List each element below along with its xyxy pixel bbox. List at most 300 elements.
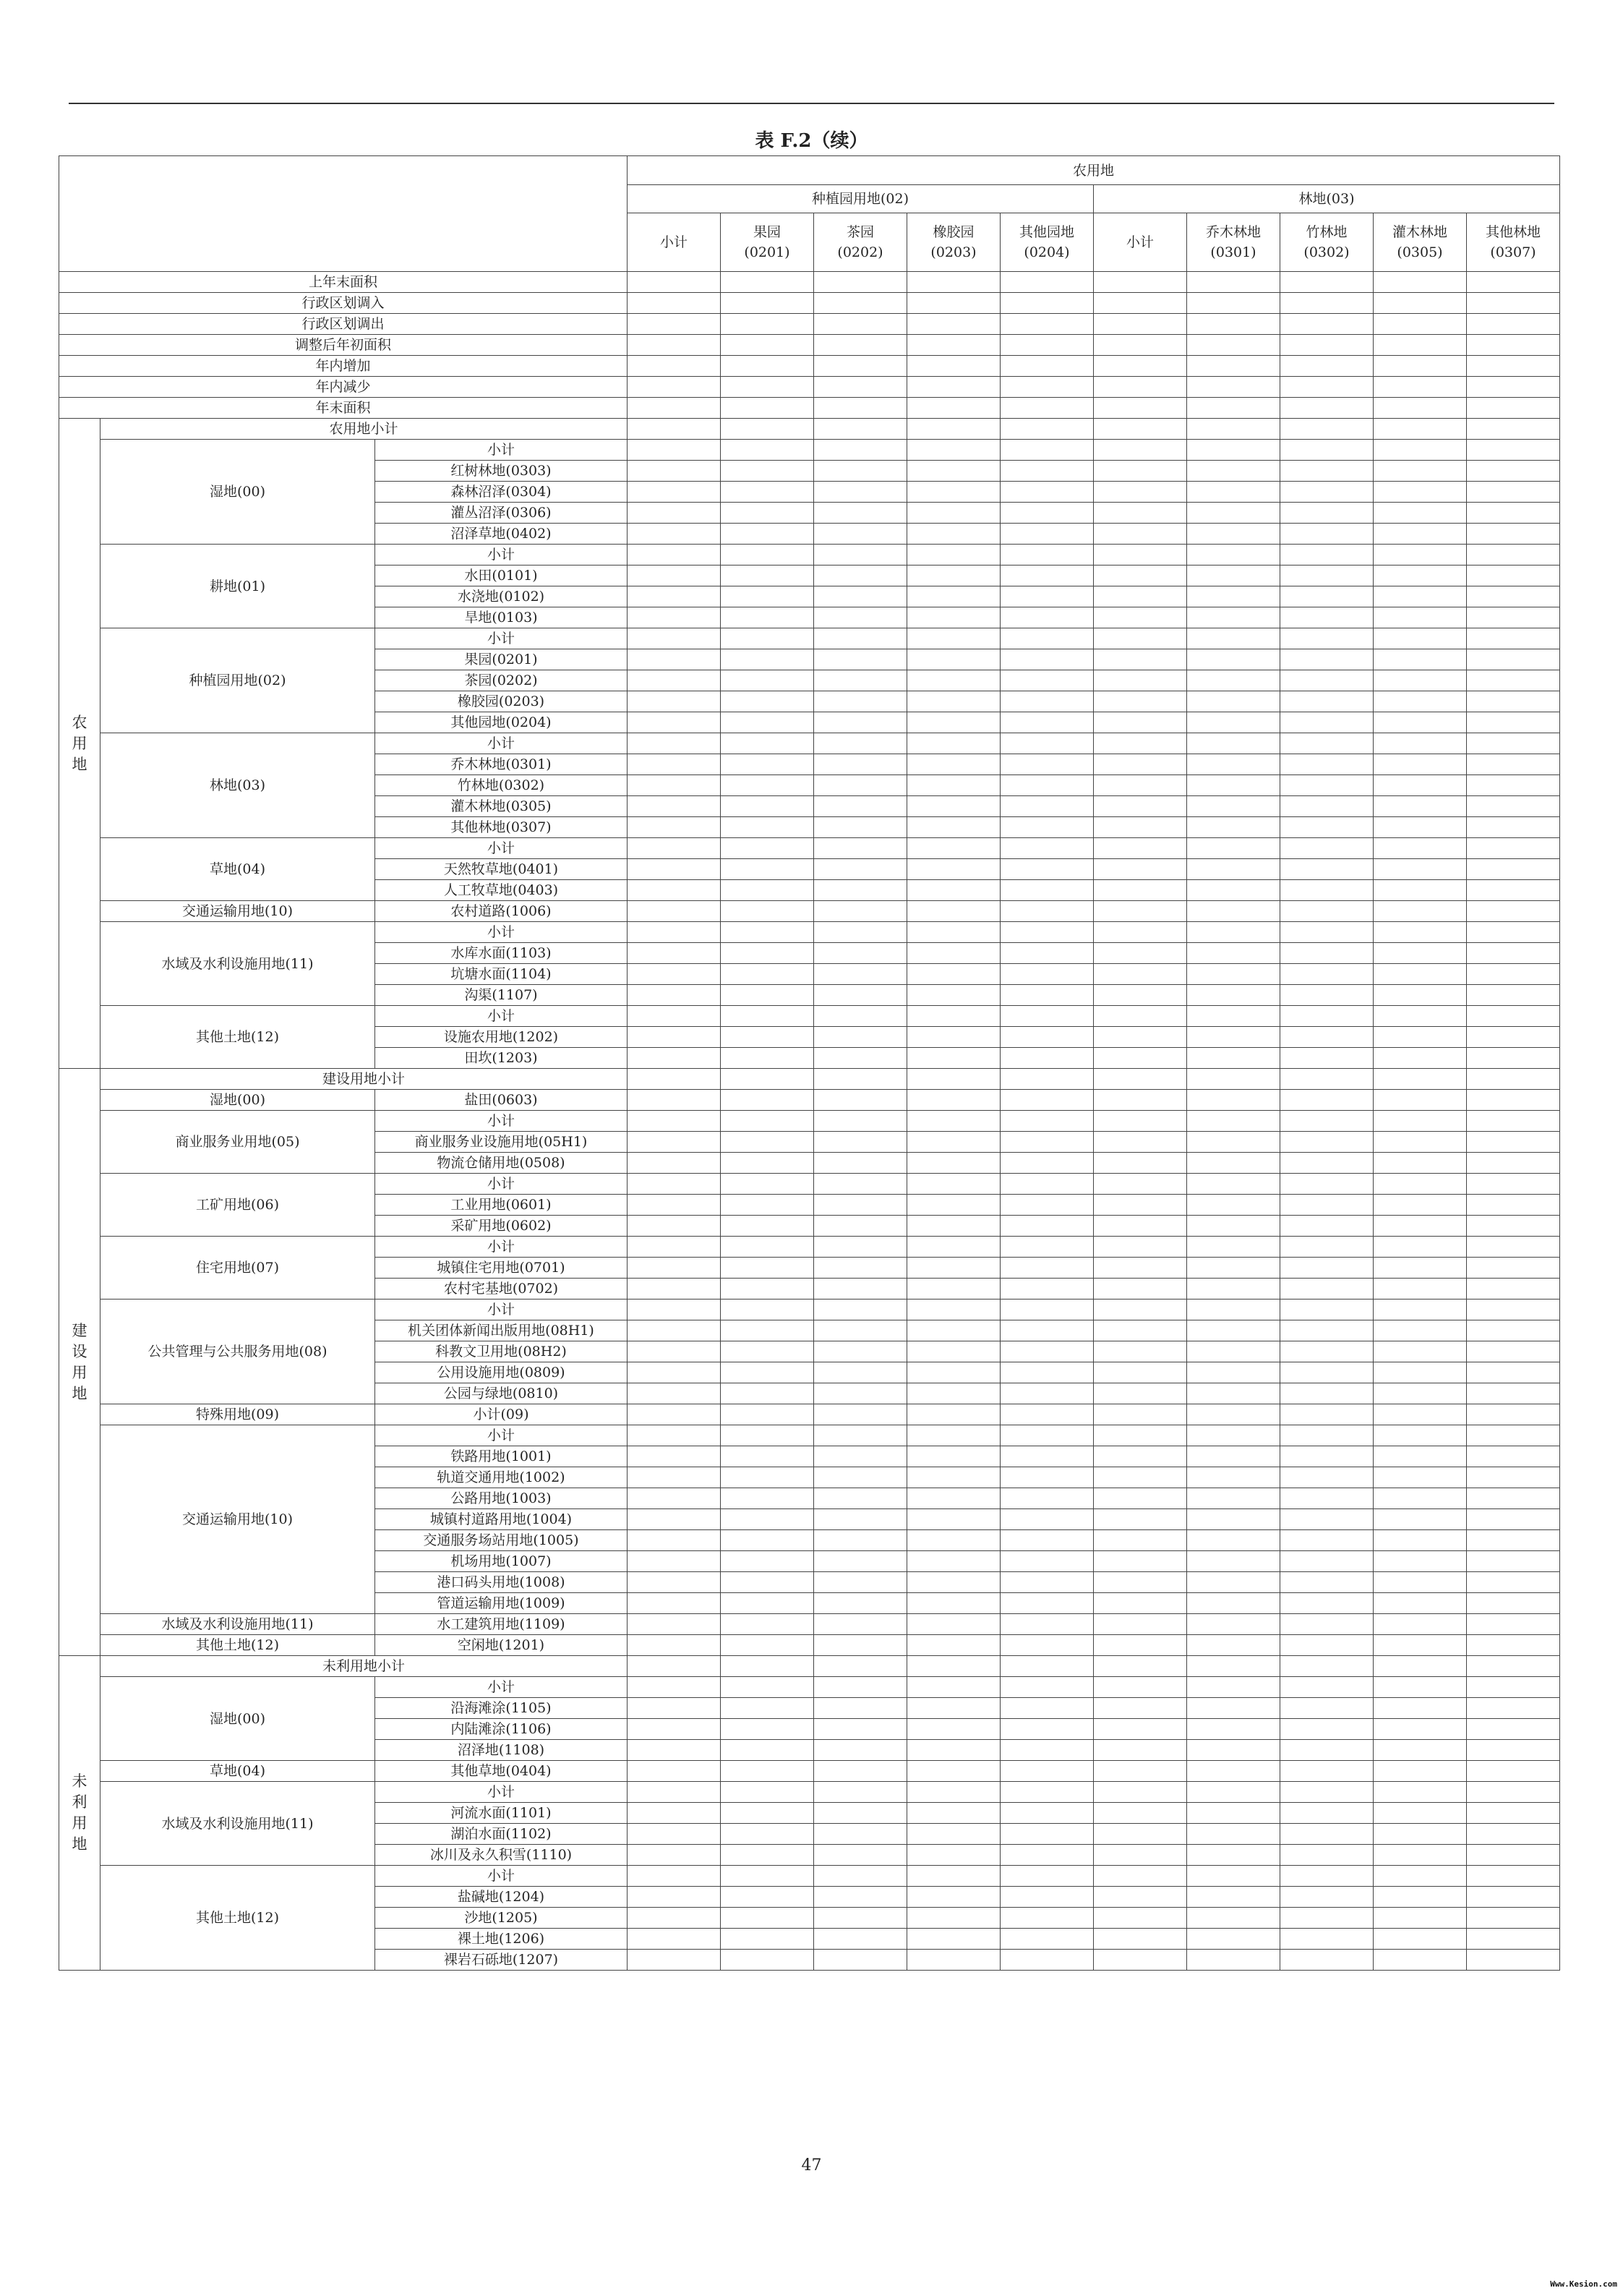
data-cell bbox=[721, 1132, 814, 1153]
data-cell bbox=[907, 1782, 1001, 1803]
summary-row bbox=[59, 335, 1560, 356]
item-label: 公用设施用地(0809) bbox=[375, 1362, 628, 1383]
data-cell bbox=[1374, 943, 1467, 964]
data-cell bbox=[907, 901, 1001, 922]
data-cell bbox=[1001, 1404, 1094, 1425]
data-cell bbox=[1187, 901, 1280, 922]
data-cell bbox=[814, 314, 907, 335]
data-cell bbox=[907, 775, 1001, 796]
data-cell bbox=[907, 1761, 1001, 1782]
data-cell bbox=[721, 377, 814, 398]
data-cell bbox=[1187, 1153, 1280, 1174]
data-cell bbox=[1187, 712, 1280, 733]
data-cell bbox=[721, 775, 814, 796]
data-cell bbox=[1001, 1866, 1094, 1887]
data-cell bbox=[1467, 1299, 1560, 1320]
data-cell bbox=[1094, 1551, 1187, 1572]
data-cell bbox=[814, 293, 907, 314]
data-cell bbox=[1094, 1216, 1187, 1237]
data-cell bbox=[1001, 586, 1094, 607]
data-cell bbox=[721, 712, 814, 733]
data-cell bbox=[907, 607, 1001, 628]
data-cell bbox=[1467, 335, 1560, 356]
data-cell bbox=[1374, 1593, 1467, 1614]
data-cell bbox=[1094, 377, 1187, 398]
data-cell bbox=[721, 1404, 814, 1425]
data-cell bbox=[1280, 1111, 1374, 1132]
data-cell bbox=[814, 1006, 907, 1027]
data-cell bbox=[721, 1174, 814, 1195]
data-cell bbox=[628, 482, 721, 503]
data-cell bbox=[628, 1866, 721, 1887]
data-cell bbox=[628, 1824, 721, 1845]
data-cell bbox=[907, 1929, 1001, 1950]
data-cell bbox=[1094, 1279, 1187, 1299]
data-cell bbox=[1280, 691, 1374, 712]
data-cell bbox=[1374, 901, 1467, 922]
data-cell bbox=[1280, 1593, 1374, 1614]
data-cell bbox=[1187, 1383, 1280, 1404]
data-cell bbox=[907, 1216, 1001, 1237]
table-header bbox=[59, 156, 1560, 272]
data-cell bbox=[1467, 1656, 1560, 1677]
table-row bbox=[59, 1090, 1560, 1111]
data-cell bbox=[1280, 1467, 1374, 1488]
data-cell bbox=[907, 293, 1001, 314]
data-cell bbox=[1280, 440, 1374, 461]
data-cell bbox=[1280, 1824, 1374, 1845]
data-cell bbox=[1187, 1320, 1280, 1341]
data-cell bbox=[814, 712, 907, 733]
data-cell bbox=[907, 586, 1001, 607]
data-cell bbox=[1280, 503, 1374, 524]
data-cell bbox=[721, 1635, 814, 1656]
item-label: 水浇地(0102) bbox=[375, 586, 628, 607]
data-cell bbox=[1001, 1048, 1094, 1069]
data-cell bbox=[628, 859, 721, 880]
data-cell bbox=[1187, 1782, 1280, 1803]
item-label: 铁路用地(1001) bbox=[375, 1446, 628, 1467]
data-cell bbox=[814, 1740, 907, 1761]
data-cell bbox=[1001, 461, 1094, 482]
data-cell bbox=[1280, 1782, 1374, 1803]
data-cell bbox=[1374, 1635, 1467, 1656]
data-cell bbox=[1094, 1299, 1187, 1320]
table-row bbox=[59, 1866, 1560, 1887]
data-cell bbox=[1094, 1090, 1187, 1111]
item-label: 水工建筑用地(1109) bbox=[375, 1614, 628, 1635]
row-label: 年内增加 bbox=[59, 356, 628, 377]
data-cell bbox=[907, 1362, 1001, 1383]
data-cell bbox=[907, 545, 1001, 566]
data-cell bbox=[628, 1174, 721, 1195]
data-cell bbox=[1374, 985, 1467, 1006]
column-header bbox=[1374, 213, 1467, 272]
data-cell bbox=[1001, 1174, 1094, 1195]
group-label: 林地(03) bbox=[100, 733, 375, 838]
data-cell bbox=[1467, 1740, 1560, 1761]
data-cell bbox=[628, 670, 721, 691]
data-cell bbox=[628, 1006, 721, 1027]
data-cell bbox=[1094, 1174, 1187, 1195]
data-cell bbox=[1001, 1677, 1094, 1698]
data-cell bbox=[1280, 335, 1374, 356]
data-cell bbox=[1094, 1006, 1187, 1027]
data-cell bbox=[814, 880, 907, 901]
table-row bbox=[59, 838, 1560, 859]
summary-row bbox=[59, 293, 1560, 314]
data-cell bbox=[1374, 461, 1467, 482]
data-cell bbox=[1280, 1404, 1374, 1425]
data-cell bbox=[1001, 1425, 1094, 1446]
data-cell bbox=[1374, 1803, 1467, 1824]
data-cell bbox=[628, 1111, 721, 1132]
data-cell bbox=[1467, 670, 1560, 691]
item-label: 港口码头用地(1008) bbox=[375, 1572, 628, 1593]
data-cell bbox=[907, 1383, 1001, 1404]
data-cell bbox=[1094, 1530, 1187, 1551]
data-cell bbox=[721, 1048, 814, 1069]
group-label: 其他土地(12) bbox=[100, 1866, 375, 1971]
data-cell bbox=[628, 1258, 721, 1279]
data-cell bbox=[1374, 1656, 1467, 1677]
data-cell bbox=[1467, 1719, 1560, 1740]
item-label: 裸岩石砾地(1207) bbox=[375, 1950, 628, 1971]
data-cell bbox=[628, 1299, 721, 1320]
data-cell bbox=[907, 1467, 1001, 1488]
data-cell bbox=[1467, 628, 1560, 649]
data-cell bbox=[907, 1950, 1001, 1971]
data-cell bbox=[1187, 1950, 1280, 1971]
table-row bbox=[59, 1782, 1560, 1803]
data-cell bbox=[1001, 377, 1094, 398]
data-cell bbox=[1187, 1698, 1280, 1719]
data-cell bbox=[1374, 1488, 1467, 1509]
data-cell bbox=[1094, 1824, 1187, 1845]
data-cell bbox=[1374, 545, 1467, 566]
data-cell bbox=[1187, 754, 1280, 775]
data-cell bbox=[721, 607, 814, 628]
data-cell bbox=[1374, 1467, 1467, 1488]
data-cell bbox=[1374, 1845, 1467, 1866]
page-number: 47 bbox=[801, 2156, 822, 2175]
data-cell bbox=[1467, 1216, 1560, 1237]
data-cell bbox=[1374, 1195, 1467, 1216]
data-cell bbox=[1187, 775, 1280, 796]
data-cell bbox=[814, 545, 907, 566]
data-cell bbox=[1001, 1740, 1094, 1761]
data-cell bbox=[907, 1279, 1001, 1299]
data-cell bbox=[628, 649, 721, 670]
data-cell bbox=[721, 1551, 814, 1572]
data-cell bbox=[814, 419, 907, 440]
data-cell bbox=[628, 1446, 721, 1467]
data-cell bbox=[628, 314, 721, 335]
data-cell bbox=[907, 1090, 1001, 1111]
data-cell bbox=[1374, 1404, 1467, 1425]
data-cell bbox=[907, 1614, 1001, 1635]
data-cell bbox=[1187, 398, 1280, 419]
data-cell bbox=[1187, 440, 1280, 461]
data-cell bbox=[1094, 712, 1187, 733]
data-cell bbox=[1001, 545, 1094, 566]
data-cell bbox=[1094, 1488, 1187, 1509]
data-cell bbox=[628, 1488, 721, 1509]
data-cell bbox=[628, 817, 721, 838]
data-cell bbox=[1280, 398, 1374, 419]
data-cell bbox=[1467, 566, 1560, 586]
data-cell bbox=[1001, 943, 1094, 964]
data-cell bbox=[1094, 524, 1187, 545]
data-cell bbox=[1094, 1446, 1187, 1467]
data-cell bbox=[1094, 440, 1187, 461]
data-cell bbox=[814, 1320, 907, 1341]
data-cell bbox=[1187, 1656, 1280, 1677]
data-cell bbox=[907, 335, 1001, 356]
data-cell bbox=[1001, 1719, 1094, 1740]
group-label: 特殊用地(09) bbox=[100, 1404, 375, 1425]
data-cell bbox=[721, 293, 814, 314]
data-cell bbox=[1001, 1153, 1094, 1174]
data-cell bbox=[1467, 356, 1560, 377]
group-label: 公共管理与公共服务用地(08) bbox=[100, 1299, 375, 1404]
data-cell bbox=[1280, 293, 1374, 314]
data-cell bbox=[814, 1551, 907, 1572]
data-cell bbox=[907, 1299, 1001, 1320]
data-cell bbox=[1187, 1488, 1280, 1509]
data-cell bbox=[1467, 1551, 1560, 1572]
data-cell bbox=[1187, 1803, 1280, 1824]
table-row bbox=[59, 545, 1560, 566]
data-cell bbox=[1467, 1866, 1560, 1887]
data-cell bbox=[721, 1195, 814, 1216]
data-cell bbox=[1280, 1887, 1374, 1908]
data-cell bbox=[1374, 1237, 1467, 1258]
data-cell bbox=[907, 1572, 1001, 1593]
table-row bbox=[59, 1425, 1560, 1446]
data-cell bbox=[1187, 1027, 1280, 1048]
data-cell bbox=[1001, 1006, 1094, 1027]
data-cell bbox=[1467, 1174, 1560, 1195]
data-cell bbox=[721, 272, 814, 293]
data-cell bbox=[721, 1929, 814, 1950]
data-cell bbox=[1374, 1887, 1467, 1908]
data-cell bbox=[1187, 1572, 1280, 1593]
data-cell bbox=[1187, 1866, 1280, 1887]
data-cell bbox=[721, 1614, 814, 1635]
data-cell bbox=[814, 566, 907, 586]
data-cell bbox=[1001, 1279, 1094, 1299]
column-header bbox=[814, 213, 907, 272]
data-cell bbox=[721, 1279, 814, 1299]
data-cell bbox=[814, 1174, 907, 1195]
data-cell bbox=[1467, 1153, 1560, 1174]
item-label: 农村宅基地(0702) bbox=[375, 1279, 628, 1299]
data-cell bbox=[721, 922, 814, 943]
data-cell bbox=[1187, 838, 1280, 859]
data-cell bbox=[1374, 314, 1467, 335]
column-header-code: (0201) bbox=[744, 244, 790, 260]
item-label: 竹林地(0302) bbox=[375, 775, 628, 796]
data-cell bbox=[721, 1908, 814, 1929]
data-cell bbox=[1187, 733, 1280, 754]
data-cell bbox=[1374, 1006, 1467, 1027]
data-cell bbox=[1094, 1803, 1187, 1824]
row-label: 年内减少 bbox=[59, 377, 628, 398]
item-label: 小计 bbox=[375, 1006, 628, 1027]
data-cell bbox=[1187, 1887, 1280, 1908]
data-cell bbox=[1374, 1761, 1467, 1782]
item-label: 其他园地(0204) bbox=[375, 712, 628, 733]
data-cell bbox=[721, 901, 814, 922]
data-cell bbox=[628, 1635, 721, 1656]
data-cell bbox=[1467, 1341, 1560, 1362]
data-cell bbox=[1467, 838, 1560, 859]
item-label: 乔木林地(0301) bbox=[375, 754, 628, 775]
data-cell bbox=[1467, 1195, 1560, 1216]
data-cell bbox=[1467, 1593, 1560, 1614]
data-cell bbox=[1467, 1320, 1560, 1341]
data-cell bbox=[1374, 524, 1467, 545]
data-cell bbox=[1374, 1551, 1467, 1572]
data-cell bbox=[1280, 733, 1374, 754]
data-cell bbox=[907, 712, 1001, 733]
data-cell bbox=[907, 1593, 1001, 1614]
data-cell bbox=[1280, 1048, 1374, 1069]
header-group-b: 林地(03) bbox=[1094, 185, 1560, 213]
data-cell bbox=[1374, 503, 1467, 524]
data-cell bbox=[1280, 377, 1374, 398]
item-label: 小计 bbox=[375, 545, 628, 566]
data-cell bbox=[814, 503, 907, 524]
data-cell bbox=[1374, 272, 1467, 293]
data-cell bbox=[1280, 1006, 1374, 1027]
data-cell bbox=[814, 335, 907, 356]
data-cell bbox=[814, 1446, 907, 1467]
data-cell bbox=[1374, 1740, 1467, 1761]
data-cell bbox=[814, 775, 907, 796]
item-label: 小计 bbox=[375, 1299, 628, 1320]
data-cell bbox=[814, 1803, 907, 1824]
data-cell bbox=[1001, 335, 1094, 356]
data-cell bbox=[1280, 775, 1374, 796]
data-cell bbox=[628, 733, 721, 754]
data-cell bbox=[1187, 1069, 1280, 1090]
data-cell bbox=[1374, 754, 1467, 775]
data-cell bbox=[1374, 1698, 1467, 1719]
column-header-name: 茶园 bbox=[846, 224, 874, 240]
data-cell bbox=[1094, 649, 1187, 670]
group-label: 耕地(01) bbox=[100, 545, 375, 628]
data-cell bbox=[1467, 398, 1560, 419]
data-cell bbox=[1374, 1509, 1467, 1530]
data-cell bbox=[628, 1761, 721, 1782]
data-cell bbox=[907, 1509, 1001, 1530]
data-cell bbox=[1187, 1740, 1280, 1761]
data-cell bbox=[628, 1530, 721, 1551]
data-cell bbox=[628, 1719, 721, 1740]
data-cell bbox=[1280, 1383, 1374, 1404]
data-cell bbox=[628, 1279, 721, 1299]
data-cell bbox=[1374, 1341, 1467, 1362]
data-cell bbox=[1374, 1950, 1467, 1971]
data-cell bbox=[1374, 1719, 1467, 1740]
group-label: 其他土地(12) bbox=[100, 1006, 375, 1069]
data-cell bbox=[628, 964, 721, 985]
group-label: 湿地(00) bbox=[100, 1677, 375, 1761]
data-cell bbox=[1094, 566, 1187, 586]
data-cell bbox=[814, 1572, 907, 1593]
data-cell bbox=[628, 398, 721, 419]
data-cell bbox=[1280, 922, 1374, 943]
data-cell bbox=[628, 1320, 721, 1341]
item-label: 其他草地(0404) bbox=[375, 1761, 628, 1782]
data-cell bbox=[721, 796, 814, 817]
data-cell bbox=[1094, 1677, 1187, 1698]
section-category: 未 利 用 地 bbox=[59, 1656, 100, 1971]
data-cell bbox=[628, 1362, 721, 1383]
data-cell bbox=[721, 440, 814, 461]
data-cell bbox=[1374, 964, 1467, 985]
table-row bbox=[59, 1635, 1560, 1656]
data-cell bbox=[1001, 503, 1094, 524]
data-cell bbox=[1187, 1530, 1280, 1551]
data-cell bbox=[1094, 1572, 1187, 1593]
data-cell bbox=[1280, 419, 1374, 440]
data-cell bbox=[1467, 1761, 1560, 1782]
data-cell bbox=[1374, 1090, 1467, 1111]
data-cell bbox=[814, 1782, 907, 1803]
data-cell bbox=[1467, 482, 1560, 503]
data-cell bbox=[814, 440, 907, 461]
data-cell bbox=[1094, 293, 1187, 314]
data-cell bbox=[721, 1824, 814, 1845]
data-cell bbox=[1467, 524, 1560, 545]
data-cell bbox=[1280, 1908, 1374, 1929]
data-cell bbox=[628, 607, 721, 628]
data-cell bbox=[907, 1341, 1001, 1362]
column-header-code: (0305) bbox=[1397, 244, 1443, 260]
data-cell bbox=[721, 985, 814, 1006]
data-cell bbox=[907, 733, 1001, 754]
data-cell bbox=[628, 1509, 721, 1530]
data-cell bbox=[1467, 1425, 1560, 1446]
data-cell bbox=[1001, 1069, 1094, 1090]
data-cell bbox=[814, 964, 907, 985]
data-cell bbox=[1187, 1551, 1280, 1572]
data-cell bbox=[1094, 1341, 1187, 1362]
item-label: 管道运输用地(1009) bbox=[375, 1593, 628, 1614]
data-cell bbox=[1374, 482, 1467, 503]
data-cell bbox=[721, 1782, 814, 1803]
item-label: 机关团体新闻出版用地(08H1) bbox=[375, 1320, 628, 1341]
data-cell bbox=[1374, 670, 1467, 691]
data-cell bbox=[721, 1299, 814, 1320]
item-label: 小计 bbox=[375, 733, 628, 754]
item-label: 小计 bbox=[375, 922, 628, 943]
data-cell bbox=[628, 1887, 721, 1908]
data-cell bbox=[1374, 1824, 1467, 1845]
group-label: 水域及水利设施用地(11) bbox=[100, 1614, 375, 1635]
data-cell bbox=[1001, 1132, 1094, 1153]
data-cell bbox=[1280, 943, 1374, 964]
data-cell bbox=[1187, 586, 1280, 607]
column-header-name: 竹林地 bbox=[1306, 224, 1348, 240]
data-cell bbox=[907, 1425, 1001, 1446]
item-label: 采矿用地(0602) bbox=[375, 1216, 628, 1237]
data-cell bbox=[1187, 1048, 1280, 1069]
data-cell bbox=[1467, 1111, 1560, 1132]
